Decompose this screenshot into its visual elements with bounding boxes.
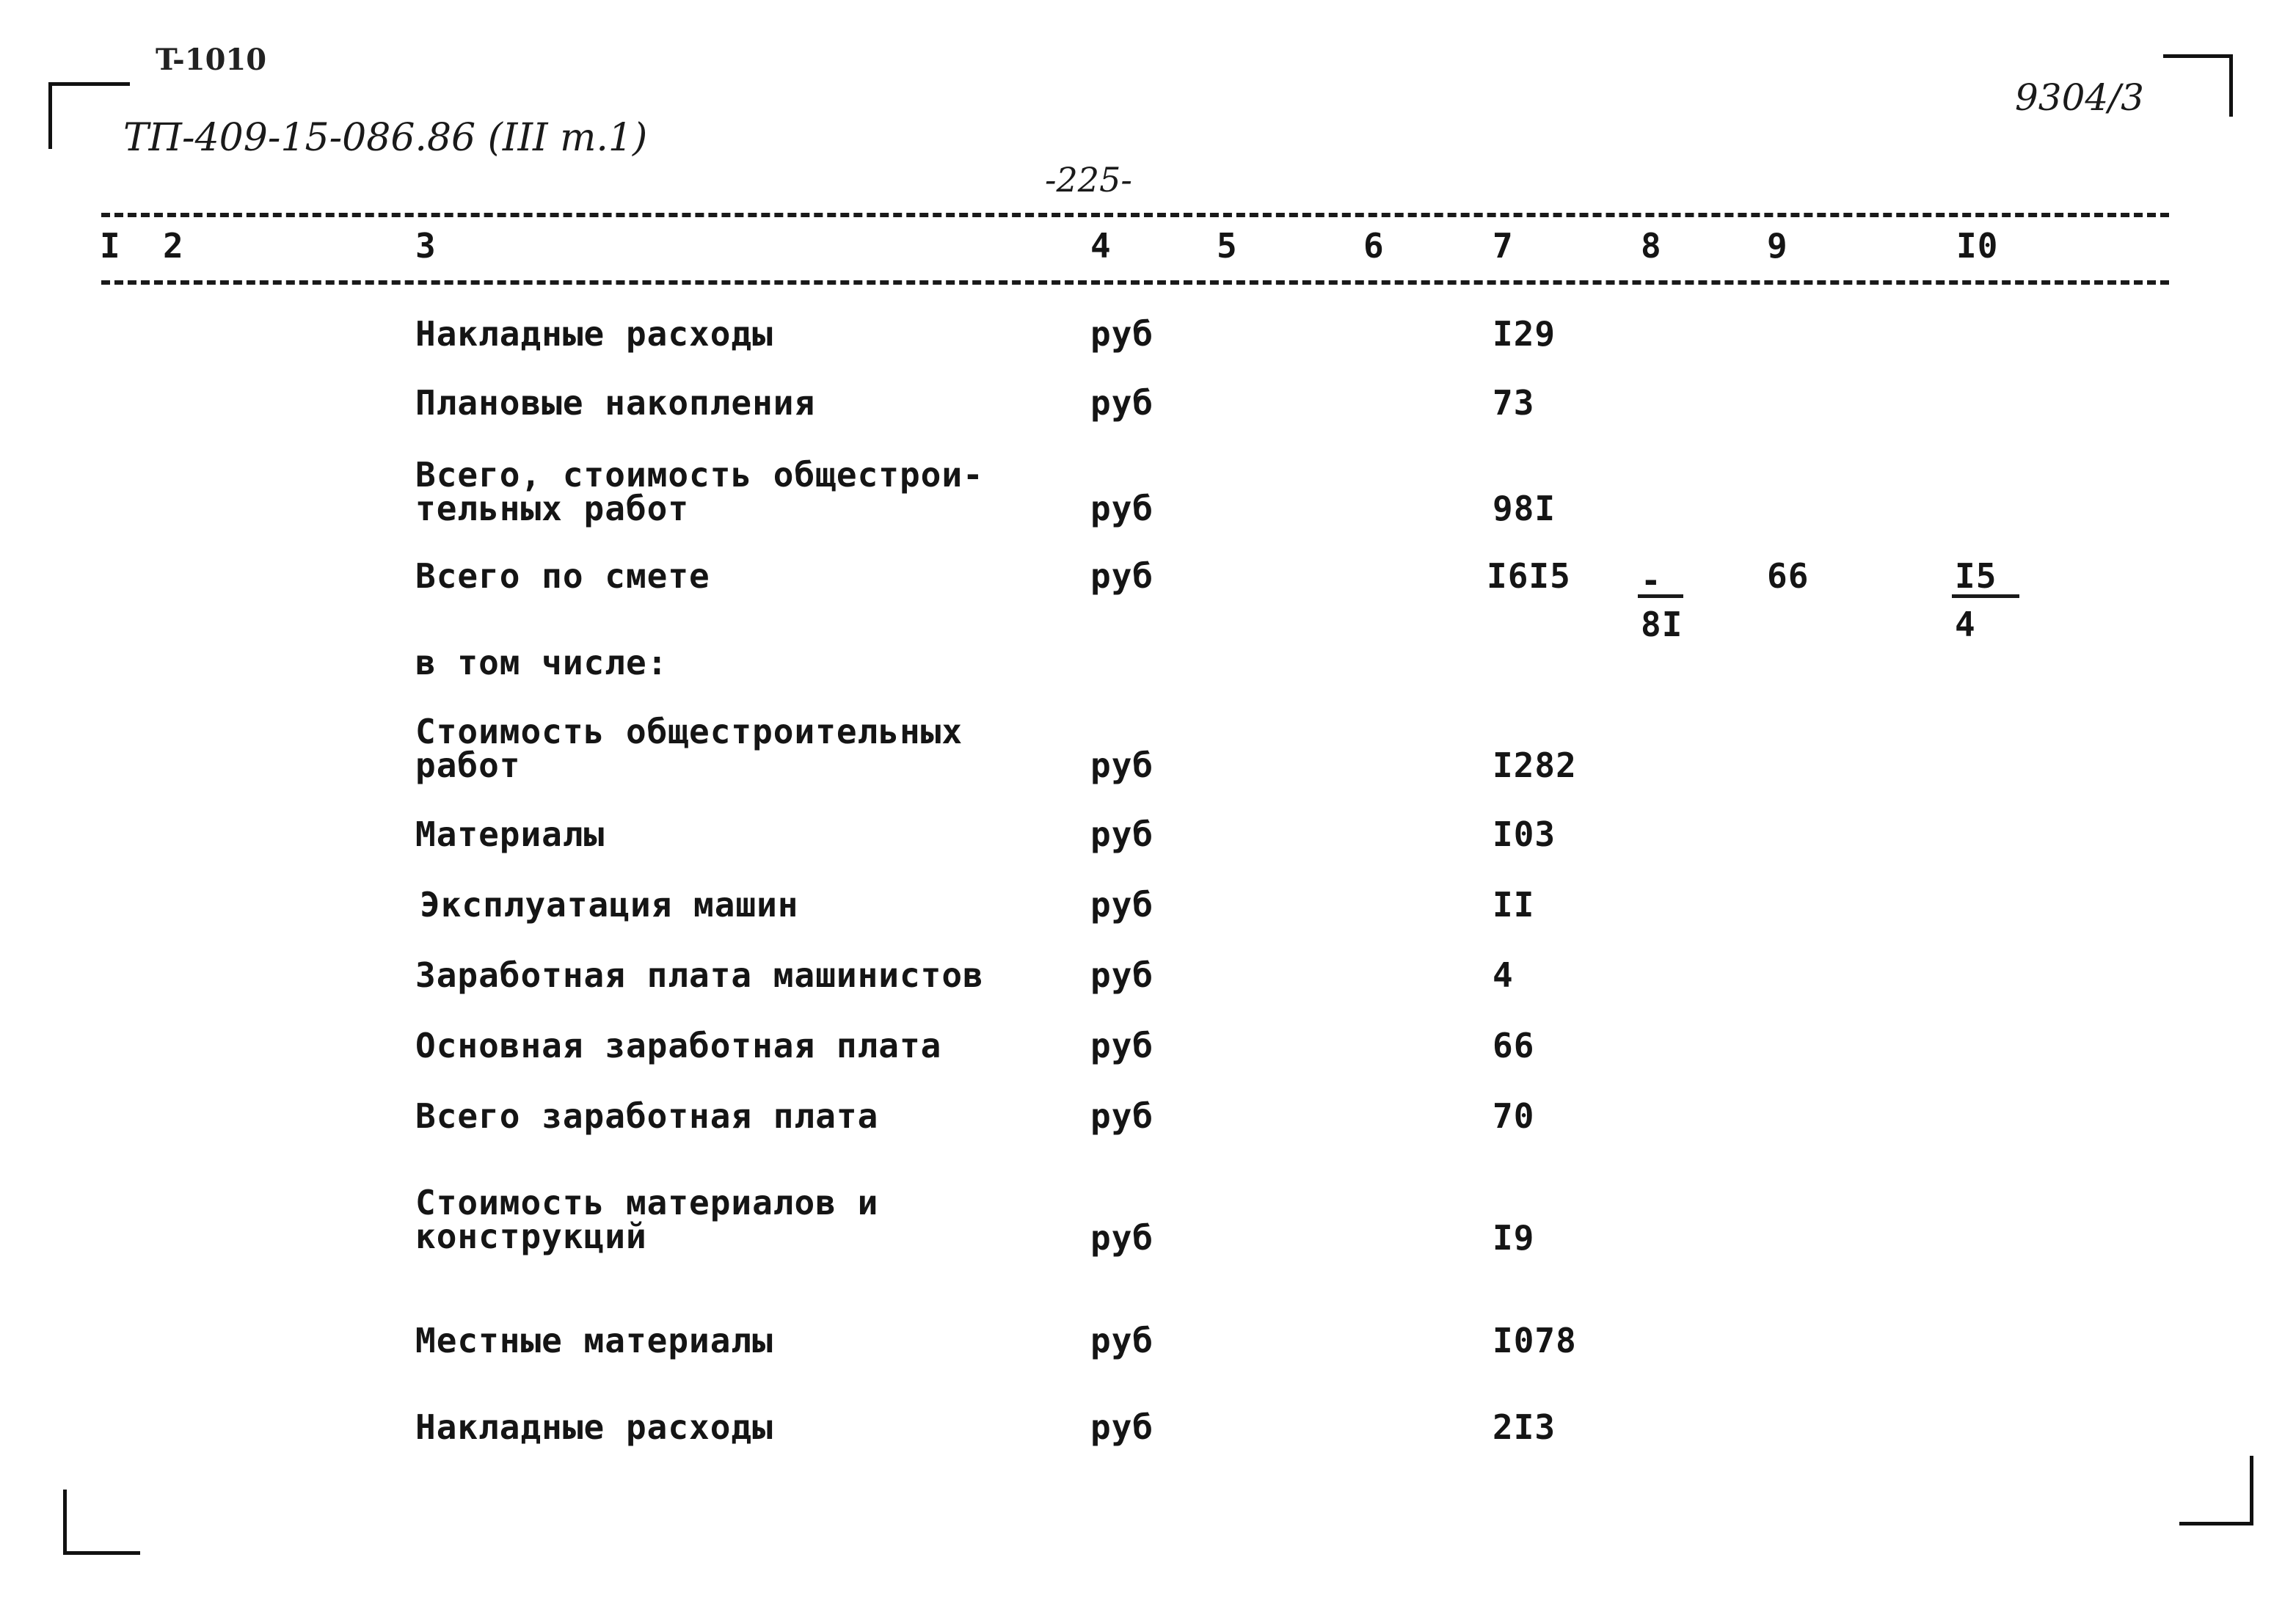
row-value-col7: I29: [1493, 314, 1556, 354]
row-value-col7: I9: [1493, 1218, 1535, 1258]
column-header-1: I: [100, 226, 121, 266]
row-label: Накладные расходы: [415, 1407, 773, 1447]
column-header-7: 7: [1493, 226, 1514, 266]
row-label: Заработная плата машинистов: [415, 955, 984, 995]
header-rule-bottom: [101, 280, 2169, 285]
row-value-col7: I078: [1493, 1321, 1577, 1360]
row-value-col7: I282: [1493, 746, 1577, 785]
row-value-col7: 4: [1493, 955, 1514, 995]
row-label: Местные материалы: [415, 1321, 773, 1360]
column-header-3: 3: [415, 226, 437, 266]
corner-mark-top-left: [48, 82, 130, 149]
row-unit: руб: [1090, 314, 1154, 354]
row-unit: руб: [1090, 383, 1154, 423]
fraction-bar-col10: [1952, 594, 2019, 598]
row-label: Всего по смете: [415, 556, 710, 596]
row-unit: руб: [1090, 1218, 1154, 1258]
row-value-col7: I03: [1493, 814, 1556, 854]
row-value-col10-bottom: 4: [1955, 605, 1976, 644]
row-label: Плановые накопления: [415, 383, 816, 423]
row-unit: руб: [1090, 814, 1154, 854]
page-number: -225-: [1045, 160, 1132, 200]
corner-mark-bottom-left: [63, 1490, 140, 1555]
row-label: Накладные расходы: [415, 314, 773, 354]
row-unit: руб: [1090, 1096, 1154, 1136]
row-label-line1: Всего, стоимость общестрои-: [415, 455, 984, 495]
row-value-col8-top: -: [1641, 561, 1662, 600]
row-value-col9: 66: [1767, 556, 1810, 596]
row-value-col8-bottom: 8I: [1641, 605, 1683, 644]
row-label-line2: работ: [415, 746, 521, 785]
project-code: ТП-409-15-086.86 (III т.1): [123, 116, 648, 160]
header-rule-top: [101, 213, 2169, 217]
corner-mark-top-right: [2163, 54, 2233, 117]
fraction-bar-col8: [1638, 594, 1683, 598]
row-label: Эксплуатация машин: [420, 885, 799, 925]
row-label-line1: Стоимость общестроительных: [415, 712, 963, 751]
row-unit: руб: [1090, 1026, 1154, 1065]
row-unit: руб: [1090, 955, 1154, 995]
row-value-col7: 98I: [1493, 489, 1556, 528]
row-value-col7: 2I3: [1493, 1407, 1556, 1447]
row-value-col7: 70: [1493, 1096, 1535, 1136]
row-label-line2: тельных работ: [415, 489, 690, 528]
row-unit: руб: [1090, 885, 1154, 925]
row-label: Материалы: [415, 814, 605, 854]
column-header-2: 2: [163, 226, 184, 266]
row-label: Основная заработная плата: [415, 1026, 942, 1065]
column-header-6: 6: [1363, 226, 1385, 266]
column-header-4: 4: [1090, 226, 1112, 266]
row-value-col7: I6I5: [1487, 556, 1571, 596]
row-label-line1: Стоимость материалов и: [415, 1183, 879, 1222]
row-value-col7: II: [1493, 885, 1535, 925]
row-value-col7: 73: [1493, 383, 1535, 423]
row-value-col7: 66: [1493, 1026, 1535, 1065]
row-label-line2: конструкций: [415, 1217, 647, 1256]
document-stamp: T-1010: [156, 43, 267, 77]
row-unit: руб: [1090, 556, 1154, 596]
corner-mark-bottom-right: [2179, 1456, 2253, 1525]
row-unit: руб: [1090, 746, 1154, 785]
row-label: Всего заработная плата: [415, 1096, 879, 1136]
sheet-code: 9304/3: [2015, 76, 2144, 119]
section-subheading: в том числе:: [415, 643, 668, 682]
row-unit: руб: [1090, 1407, 1154, 1447]
row-value-col10-top: I5: [1955, 556, 1997, 596]
column-header-10: I0: [1956, 226, 1999, 266]
row-unit: руб: [1090, 489, 1154, 528]
column-header-9: 9: [1767, 226, 1788, 266]
row-unit: руб: [1090, 1321, 1154, 1360]
column-header-5: 5: [1217, 226, 1238, 266]
column-header-8: 8: [1641, 226, 1662, 266]
